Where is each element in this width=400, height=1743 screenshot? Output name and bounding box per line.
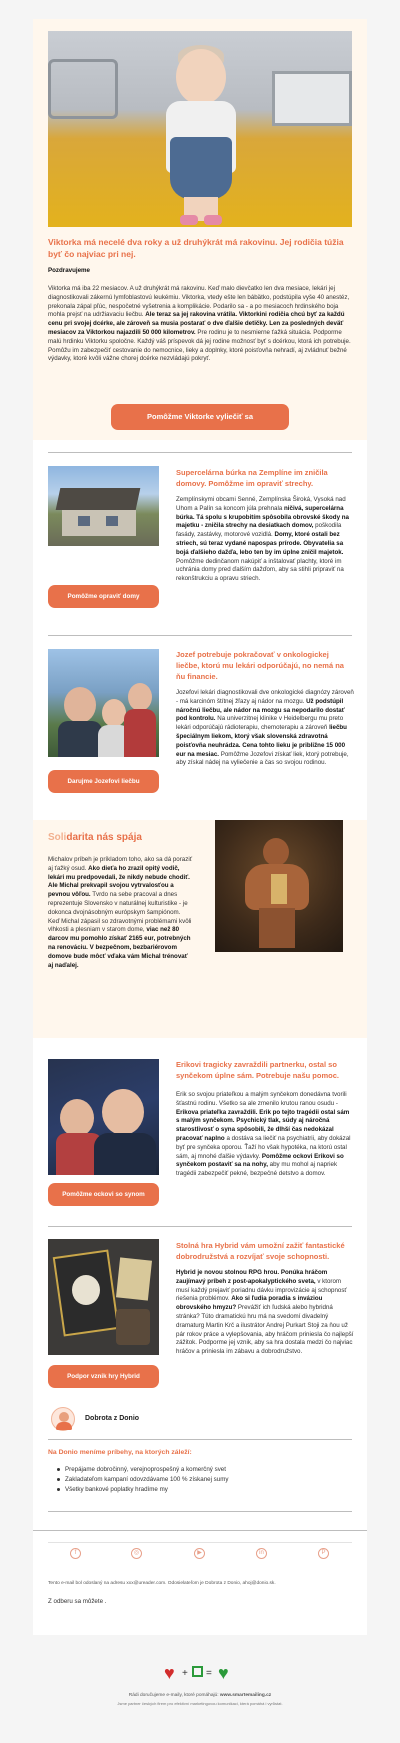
story4-text: Hybrid je novou stolnou RPG hrou. Ponúka hráčom zaujímavý príbeh z post-apokalyptického sveta, v ktorom musí každý prejaviť poriadnu dávku improvizácie aj schopnosť riešenia problémov. Ako si ľudia poradia s inváziou obrovského hmyzu? Prevážiť ich ľudská alebo hybridná stránka? Túto dramatickú hru má na svedomí divadelný dramaturg Martin Krč a ilustrátor Andrej Purkart Stoji za ňou už pár rokov práce a vylepšovania, aby hráčom priniesla čo najlepší zážitok. Podporme jej vznik, aby sa hra dostala medzi čo najviac hráčov a priniesla im zábavu a dobrodružstvo. [176,1269,354,1356]
hero-section [33,19,367,440]
divider [48,452,352,453]
story4-title: Stolná hra Hybrid vám umožní zažiť fantastické dobrodružstvá a rozvíjať svoje schopnosti. [176,1241,345,1261]
divider [48,1226,352,1227]
list-item: Zakladateľom kampaní odovzdávame 100 % získanej sumy [55,1475,345,1485]
email-body [33,19,367,1626]
solidarity-section [33,820,367,1038]
hero-image [48,31,352,227]
donate-jozef-button[interactable]: Darujme Jozefovi liečbu [48,770,159,793]
help-viktorka-button[interactable]: Pomôžme Viktorke vyliečiť sa [111,404,289,430]
avatar [51,1407,75,1431]
linkedin-icon[interactable]: in [256,1548,267,1559]
solidarity-text: Michalov príbeh je príkladom toho, ako sa dá poraziť aj ťažký osud. Ako dieťa ho zrazil opitý vodič, lekári mu predpovedali, že nikdy nebude chodiť. Ale Michal prekvapil svojou vytrvalosťou a pevnou vôľou. Tvrdo na sebe pracoval a dnes reprezentuje Slovensko v naturálnej kulturistike - je dokonca dvojnásobným európskym šampiónom. Keď Michal zápasil so zdravotnými problémami kvôli vlhkosti a plesniam v starom dome, viac než 80 darcov mu pomohlo získať 2165 eur, potrebných na renováciu. V bezpečnom, bezbariérovom domove bude môcť vďaka vám Michal trénovať aj naďalej. [48,856,193,969]
story1-title: Supercelárna búrka na Zemplíne im zničila domovy. Pomôžme im opraviť strechy. [176,468,328,488]
list-item: Prepájame dobročinný, verejnoprospešný a komerčný svet [55,1465,345,1475]
divider [48,1439,352,1440]
help-erik-button[interactable]: Pomôžme ockovi so synom [48,1183,159,1206]
solidarity-title: Solidarita nás spája [48,832,142,843]
powered-text: Rádi doručujeme e-maily, ktoré pomáhajú: www.smartemailing.cz [128,1693,272,1698]
values-title: Na Donio meníme príbehy, na ktorých záleží: [48,1449,192,1456]
greeting: Pozdravujeme [48,267,90,274]
powered-subtext: Jsme partner českých firem pro efektivní marketingovou komunikaci, která pomáhá i vyrůstat. [117,1701,283,1706]
divider [48,635,352,636]
instagram-icon[interactable]: ◎ [131,1548,142,1559]
story1-text: Zemplínskymi obcami Senné, Zemplínska Široká, Vysoká nad Uhom a Palín sa koncom júla prehnala ničivá, supercelárna búrka. Tá spolu s krupobitím spôsobila obrovské škody na majetku - zničila strechy na desiatkach domov, poškodila fasády, zastávky, motorové vozidlá. Domy, ktoré ostali bez striech, sú teraz vydané napospas prírode. Obyvatelia sa bojá ďalšieho dažďa, lebo ten by im úplne zničil majetok. Pomôžme dedinčanom nakúpiť a inštalovať plachty, ktoré im uchránia domy pred ďalším dažďom, aby sa stihli pripraviť na rekonštrukciu a opravu striech. [176,496,349,583]
jozef-family-image [48,649,159,757]
brand-link[interactable]: www.smartemailing.cz [219,1693,272,1698]
pinterest-icon[interactable]: P [318,1548,329,1559]
story3-title: Erikovi tragicky zavraždili partnerku, ostal so synčekom úplne sám. Potrebuje našu pomoc. [176,1060,339,1080]
unsubscribe-link[interactable]: Z odberu sa môžete . [48,1598,107,1605]
hybrid-game-image [48,1239,159,1355]
erik-son-image [48,1059,159,1175]
michal-bodybuilder-image [215,820,343,952]
hero-headline: Viktorka má necelé dva roky a už druhýkrát má rakovinu. Jej rodičia túžia byť čo najviac pri nej. [48,237,344,259]
support-hybrid-button[interactable]: Podpor vznik hry Hybrid [48,1365,159,1388]
smartemailing-logo: ♥ + = ♥ [164,1663,229,1683]
divider [48,1511,352,1512]
facebook-icon[interactable]: f [70,1548,81,1559]
sender-name: Dobrota z Donio [85,1415,140,1422]
sent-notice: Tento e-mail bol odoslaný na adresu xxx@ureader.com. Odosielateľom je Dobrota z Donio, ahoj@donio.sk. [48,1581,276,1586]
list-item: Všetky bankové poplatky hradíme my [55,1485,345,1495]
repair-homes-button[interactable]: Pomôžme opraviť domy [48,585,159,608]
youtube-icon[interactable]: ▶ [194,1548,205,1559]
hero-text: Viktorka má iba 22 mesiacov. A už druhýkrát má rakovinu. Keď malo dievčatko len dva mesiace, lekári jej diagnostikovali zákernú lymfoblastovú leukémiu. Viktorka, vtedy ešte len bábätko, podstúpila vyše 40 anestéz, prekonala zápal pľúc, nespočetné vyšetrenia a komplikácie. Podarilo sa - a po mesiacoch hrdinského boja mohla prejsť na udržiavaciu liečbu. Ale teraz sa jej rakovina vrátila. Viktorkini rodičia chcú byť za každú cenu pri svojej dcérke, ale zároveň sa musia postarať o dve ďalšie detičky. Len za posledných deväť mesiacov za Viktorkou najazdili 50 000 kilometrov. Pre rodinu je to nesmierne ťažká situácia. Podporme malú hrdinku Viktorku spoločne. Každý váš príspevok dá jej rodine možnosť byť s dcérkou, ktorá ich potrebuje. Pomôžu im zabezpečiť cestovanie do nemocnice, lieky a doplnky, ktoré poisťovňa nehradí, aj zvládnuť bežné výdavky, ktoré kvôli vážne chorej dcérke nezvládajú pokryť. [48,285,351,363]
story2-text: Jozefovi lekári diagnostikovali dve onkologické diagnózy zároveň - má karcinóm štítnej žľazy aj nádor na mozgu. Už podstúpil náročnú liečbu, ale nádor na mozgu sa nepodarilo dostať pod kontrolu. Na univerzitnej klinike v Heidelbergu mu preto lekári odporúčajú rádioterapiu, chemoterapiu a zároveň liečbu špeciálnym liekom, ktorý však slovenská zdravotná poisťovňa neuhrádza. Cena tohto lieku je približne 15 000 eur na mesiac. Pomôžme Jozefovi získať liek, ktorý potrebuje, aby získal nádej na vyliečenie a čas so svojou rodinou. [176,689,354,767]
values-list [55,1465,345,1495]
story2-title: Jozef potrebuje pokračovať v onkologickej liečbe, ktorú mu lekári odporúčajú, no nemá na ňu financie. [176,650,344,681]
storm-house-image [48,466,159,546]
story3-text: Erik so svojou priateľkou a malým synčekom donedávna tvorili šťastnú rodinu. Všetko sa ale zmenilo krutou ranou osudu - Erikova priateľka zavraždili. Erik po tejto tragédii ostal sám s malým synčekom. Psychický tlak, súdy aj náročná starostlivosť o syna spôsobili, že dlhší čas nedokázal pracovať naplno a dostáva sa liečiť na psychiatrii, aby dokázal byť pre synčeka oporou. Ťaží ho však hypotéka, na ktorú ostal sám, aj mnohé ďalšie výdavky. Pomôžme ockovi Erikovi so synčekom postaviť sa na nohy, aby mu mohol aj napriek tragédii zabezpečiť pekné, bezpečné detstvo a domov. [176,1091,351,1178]
